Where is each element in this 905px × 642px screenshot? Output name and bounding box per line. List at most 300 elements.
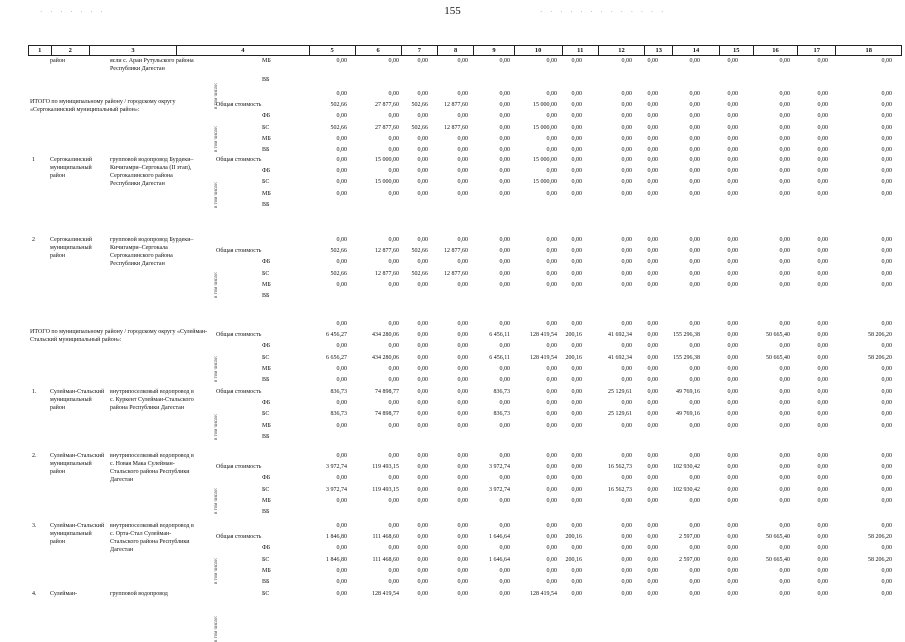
municipality-name: район [50, 58, 66, 64]
cell-value: 0,00 [621, 58, 632, 64]
cell-value: 0,00 [417, 411, 428, 418]
cell-value: 0,00 [647, 135, 658, 142]
total-cost-label: Общая стоимость [216, 102, 262, 109]
cell-value: 0,00 [571, 58, 582, 64]
cell-value: 0,00 [546, 523, 557, 529]
cell-value: 0,00 [621, 281, 632, 288]
cell-value: 0,00 [457, 113, 468, 120]
cell-value: 836,73 [330, 411, 347, 418]
cell-value: 0,00 [336, 321, 347, 327]
cell-value: 836,73 [493, 411, 510, 418]
header-col-5: 5 [310, 46, 356, 55]
cell-value: 0,00 [779, 270, 790, 277]
cell-value: 50 665,40 [766, 534, 790, 541]
cell-value: 0,00 [388, 545, 399, 552]
fund-code-БС: БС [262, 354, 270, 361]
fund-code-МБ: МБ [262, 281, 271, 288]
cell-value: 0,00 [499, 135, 510, 142]
cell-value: 0,00 [336, 475, 347, 482]
cell-value: 0,00 [779, 147, 790, 153]
cell-value: 0,00 [457, 475, 468, 482]
cell-value: 0,00 [727, 332, 738, 339]
cell-value: 0,00 [647, 168, 658, 175]
cell-value: 15 000,00 [533, 124, 557, 131]
cell-value: 0,00 [817, 237, 828, 243]
cell-value: 0,00 [779, 567, 790, 574]
cell-value: 0,00 [546, 58, 557, 64]
cell-value: 0,00 [388, 365, 399, 372]
cell-value: 74 898,77 [375, 389, 399, 395]
cell-value: 12 877,60 [375, 248, 399, 255]
cell-value: 119 493,15 [372, 486, 399, 493]
header-col-1: 1 [29, 46, 52, 55]
cell-value: 0,00 [417, 343, 428, 350]
cell-value: 0,00 [727, 556, 738, 563]
fund-code-БС: БС [262, 486, 270, 493]
cell-value: 0,00 [499, 567, 510, 574]
cell-value: 0,00 [817, 124, 828, 131]
cell-value: 0,00 [727, 579, 738, 585]
cell-value: 0,00 [388, 497, 399, 504]
cell-value: 15 000,00 [533, 102, 557, 109]
cell-value: 0,00 [779, 179, 790, 186]
cell-value: 0,00 [621, 237, 632, 243]
cell-value: 0,00 [727, 486, 738, 493]
cell-value: 0,00 [817, 475, 828, 482]
cell-value: 0,00 [881, 281, 892, 288]
cell-value: 0,00 [417, 332, 428, 339]
cell-value: 0,00 [727, 270, 738, 277]
cell-value: 0,00 [546, 556, 557, 563]
cell-value: 0,00 [647, 377, 658, 383]
cell-value: 0,00 [647, 157, 658, 163]
cell-value: 0,00 [336, 422, 347, 429]
cell-value: 27 877,60 [375, 124, 399, 131]
header-col-13: 13 [645, 46, 673, 55]
cell-value: 0,00 [336, 190, 347, 197]
cell-value: 0,00 [647, 259, 658, 266]
cell-value: 0,00 [499, 157, 510, 163]
cell-value: 0,00 [647, 147, 658, 153]
cell-value: 0,00 [727, 567, 738, 574]
cell-value: 0,00 [336, 523, 347, 529]
cell-value: 0,00 [689, 135, 700, 142]
cell-value: 0,00 [571, 147, 582, 153]
cell-value: 0,00 [457, 365, 468, 372]
cell-value: 0,00 [388, 91, 399, 97]
cell-value: 0,00 [779, 422, 790, 429]
cell-value: 0,00 [779, 281, 790, 288]
cell-value: 0,00 [336, 591, 347, 597]
cell-value: 0,00 [621, 534, 632, 541]
cell-value: 0,00 [779, 113, 790, 120]
cell-value: 0,00 [647, 411, 658, 418]
municipality-name: Сергокалинский муниципальный район [50, 157, 93, 179]
cell-value: 0,00 [689, 579, 700, 585]
cell-value: 16 562,73 [608, 486, 632, 493]
cell-value: 0,00 [689, 475, 700, 482]
fund-code-ФБ: ФБ [262, 259, 271, 266]
cell-value: 3 972,74 [489, 464, 510, 471]
fund-code-МБ: МБ [262, 58, 271, 64]
cell-value: 0,00 [336, 281, 347, 288]
vertical-label-in-that-number: в том числе: [214, 414, 219, 441]
cell-value: 1 646,64 [489, 556, 510, 563]
cell-value: 0,00 [689, 113, 700, 120]
cell-value: 0,00 [817, 270, 828, 277]
cell-value: 0,00 [388, 579, 399, 585]
cell-value: 0,00 [779, 157, 790, 163]
cell-value: 0,00 [417, 567, 428, 574]
cell-value: 0,00 [817, 464, 828, 471]
cell-value: 0,00 [647, 422, 658, 429]
vertical-label-in-that-number: в том числе: [214, 83, 219, 110]
cell-value: 502,66 [330, 102, 347, 109]
itogo-label: ИТОГО по муниципальному району / городскому округу «Сергокалинский муниципальный район»: [30, 99, 176, 113]
cell-value: 502,66 [411, 270, 428, 277]
cell-value: 0,00 [881, 248, 892, 255]
cell-value: 502,66 [330, 270, 347, 277]
cell-value: 0,00 [571, 464, 582, 471]
cell-value: 0,00 [546, 135, 557, 142]
header-col-2: 2 [52, 46, 90, 55]
cell-value: 0,00 [647, 486, 658, 493]
cell-value: 0,00 [779, 135, 790, 142]
cell-value: 0,00 [417, 190, 428, 197]
cell-value: 0,00 [689, 453, 700, 459]
scan-noise-left: · · · · · · · [40, 8, 106, 16]
cell-value: 0,00 [689, 321, 700, 327]
cell-value: 0,00 [546, 248, 557, 255]
cell-value: 0,00 [727, 545, 738, 552]
cell-value: 0,00 [779, 400, 790, 407]
cell-value: 0,00 [417, 453, 428, 459]
cell-value: 0,00 [689, 343, 700, 350]
cell-value: 0,00 [457, 168, 468, 175]
cell-value: 0,00 [571, 475, 582, 482]
cell-value: 0,00 [499, 475, 510, 482]
cell-value: 0,00 [817, 422, 828, 429]
cell-value: 0,00 [779, 343, 790, 350]
cell-value: 0,00 [817, 377, 828, 383]
cell-value: 0,00 [336, 113, 347, 120]
cell-value: 27 877,60 [375, 102, 399, 109]
row-number: 2. [32, 453, 37, 459]
cell-value: 0,00 [417, 523, 428, 529]
cell-value: 0,00 [817, 534, 828, 541]
object-name: внутрипоселковый водопровод в с. Орта-Стал Сулейман-Стальского района Республики Дагестан [110, 523, 194, 553]
cell-value: 0,00 [457, 147, 468, 153]
cell-value: 0,00 [689, 248, 700, 255]
cell-value: 0,00 [881, 135, 892, 142]
municipality-name: Сергокалинский муниципальный район [50, 237, 93, 259]
cell-value: 0,00 [621, 365, 632, 372]
cell-value: 0,00 [779, 475, 790, 482]
cell-value: 0,00 [817, 321, 828, 327]
cell-value: 0,00 [571, 102, 582, 109]
cell-value: 0,00 [621, 497, 632, 504]
cell-value: 0,00 [388, 400, 399, 407]
cell-value: 0,00 [571, 579, 582, 585]
cell-value: 0,00 [417, 91, 428, 97]
object-name: внутрипоселковый водопровод в с. Новая Мака Сулейман-Стальского района Республики Дагестан [110, 453, 194, 483]
cell-value: 41 692,34 [608, 354, 632, 361]
cell-value: 0,00 [779, 579, 790, 585]
cell-value: 0,00 [647, 534, 658, 541]
cell-value: 0,00 [647, 113, 658, 120]
cell-value: 0,00 [546, 579, 557, 585]
cell-value: 0,00 [727, 147, 738, 153]
cell-value: 0,00 [499, 270, 510, 277]
cell-value: 0,00 [546, 567, 557, 574]
cell-value: 200,16 [565, 556, 582, 563]
cell-value: 0,00 [881, 365, 892, 372]
cell-value: 0,00 [727, 168, 738, 175]
cell-value: 0,00 [881, 259, 892, 266]
cell-value: 0,00 [336, 497, 347, 504]
cell-value: 0,00 [457, 135, 468, 142]
cell-value: 0,00 [647, 579, 658, 585]
cell-value: 0,00 [727, 377, 738, 383]
cell-value: 6 656,27 [326, 354, 347, 361]
municipality-name: Сулейман-Стальский муниципальный район [50, 523, 105, 545]
cell-value: 0,00 [727, 411, 738, 418]
cell-value: 0,00 [621, 343, 632, 350]
header-col-8: 8 [438, 46, 474, 55]
fund-code-ВБ: ВБ [262, 509, 270, 515]
row-number: 2 [32, 237, 35, 243]
cell-value: 0,00 [457, 411, 468, 418]
cell-value: 200,16 [565, 354, 582, 361]
cell-value: 1 846,80 [326, 534, 347, 541]
fund-code-ФБ: ФБ [262, 545, 271, 552]
cell-value: 58 206,20 [868, 534, 892, 541]
cell-value: 0,00 [689, 422, 700, 429]
cell-value: 0,00 [457, 190, 468, 197]
cell-value: 0,00 [817, 91, 828, 97]
cell-value: 0,00 [647, 591, 658, 597]
cell-value: 0,00 [647, 332, 658, 339]
cell-value: 0,00 [817, 179, 828, 186]
cell-value: 0,00 [779, 453, 790, 459]
cell-value: 0,00 [647, 190, 658, 197]
cell-value: 0,00 [457, 259, 468, 266]
cell-value: 128 419,54 [530, 354, 557, 361]
cell-value: 0,00 [689, 190, 700, 197]
cell-value: 0,00 [647, 545, 658, 552]
cell-value: 0,00 [336, 259, 347, 266]
cell-value: 0,00 [499, 523, 510, 529]
cell-value: 0,00 [727, 248, 738, 255]
cell-value: 16 562,73 [608, 464, 632, 471]
cell-value: 155 296,38 [673, 332, 700, 339]
cell-value: 0,00 [336, 147, 347, 153]
cell-value: 0,00 [546, 168, 557, 175]
cell-value: 0,00 [571, 321, 582, 327]
total-cost-label: Общая стоимость [216, 534, 262, 541]
cell-value: 0,00 [571, 259, 582, 266]
cell-value: 0,00 [336, 400, 347, 407]
cell-value: 0,00 [647, 91, 658, 97]
cell-value: 0,00 [388, 343, 399, 350]
cell-value: 0,00 [499, 579, 510, 585]
cell-value: 0,00 [457, 343, 468, 350]
fund-code-ВБ: ВБ [262, 377, 270, 383]
object-name: групповой водопровод [110, 591, 168, 597]
fund-code-БС: БС [262, 270, 270, 277]
cell-value: 0,00 [621, 248, 632, 255]
header-col-16: 16 [754, 46, 798, 55]
cell-value: 0,00 [499, 168, 510, 175]
cell-value: 0,00 [647, 567, 658, 574]
cell-value: 200,16 [565, 332, 582, 339]
cell-value: 0,00 [621, 321, 632, 327]
cell-value: 0,00 [727, 523, 738, 529]
cell-value: 0,00 [727, 281, 738, 288]
cell-value: 200,16 [565, 534, 582, 541]
cell-value: 0,00 [689, 124, 700, 131]
cell-value: 0,00 [881, 400, 892, 407]
cell-value: 0,00 [336, 58, 347, 64]
cell-value: 0,00 [689, 545, 700, 552]
cell-value: 0,00 [336, 179, 347, 186]
cell-value: 0,00 [817, 354, 828, 361]
cell-value: 0,00 [621, 475, 632, 482]
cell-value: 0,00 [817, 579, 828, 585]
cell-value: 0,00 [727, 343, 738, 350]
cell-value: 0,00 [546, 475, 557, 482]
cell-value: 0,00 [571, 168, 582, 175]
cell-value: 0,00 [417, 389, 428, 395]
cell-value: 0,00 [881, 190, 892, 197]
fund-code-БС: БС [262, 556, 270, 563]
fund-code-МБ: МБ [262, 365, 271, 372]
cell-value: 0,00 [689, 591, 700, 597]
municipality-name: Сулейман-Стальский муниципальный район [50, 389, 105, 411]
cell-value: 0,00 [546, 281, 557, 288]
cell-value: 0,00 [417, 464, 428, 471]
object-name: ясли с. Араи Рутульского района Республики Дагестан [110, 58, 194, 72]
cell-value: 0,00 [647, 321, 658, 327]
cell-value: 0,00 [388, 58, 399, 64]
cell-value: 0,00 [817, 332, 828, 339]
cell-value: 0,00 [727, 464, 738, 471]
cell-value: 0,00 [457, 422, 468, 429]
cell-value: 0,00 [499, 190, 510, 197]
header-col-12: 12 [599, 46, 645, 55]
cell-value: 25 129,61 [608, 389, 632, 395]
cell-value: 0,00 [336, 453, 347, 459]
cell-value: 0,00 [779, 545, 790, 552]
fund-code-ВБ: ВБ [262, 77, 270, 84]
cell-value: 0,00 [779, 464, 790, 471]
cell-value: 0,00 [621, 190, 632, 197]
cell-value: 0,00 [647, 237, 658, 243]
cell-value: 0,00 [417, 58, 428, 64]
cell-value: 0,00 [546, 486, 557, 493]
cell-value: 0,00 [571, 135, 582, 142]
header-col-9: 9 [474, 46, 514, 55]
cell-value: 0,00 [881, 453, 892, 459]
cell-value: 0,00 [388, 281, 399, 288]
cell-value: 0,00 [727, 497, 738, 504]
cell-value: 0,00 [417, 157, 428, 163]
cell-value: 0,00 [457, 58, 468, 64]
cell-value: 0,00 [499, 343, 510, 350]
cell-value: 0,00 [817, 486, 828, 493]
cell-value: 0,00 [689, 237, 700, 243]
cell-value: 0,00 [689, 400, 700, 407]
cell-value: 0,00 [499, 91, 510, 97]
cell-value: 0,00 [817, 523, 828, 529]
cell-value: 0,00 [417, 475, 428, 482]
cell-value: 0,00 [571, 91, 582, 97]
cell-value: 0,00 [336, 168, 347, 175]
cell-value: 0,00 [457, 453, 468, 459]
cell-value: 0,00 [621, 147, 632, 153]
cell-value: 0,00 [457, 534, 468, 541]
cell-value: 0,00 [388, 259, 399, 266]
cell-value: 0,00 [647, 343, 658, 350]
cell-value: 0,00 [881, 475, 892, 482]
cell-value: 0,00 [727, 422, 738, 429]
cell-value: 0,00 [647, 58, 658, 64]
cell-value: 0,00 [779, 248, 790, 255]
cell-value: 0,00 [621, 453, 632, 459]
cell-value: 0,00 [881, 422, 892, 429]
cell-value: 502,66 [411, 124, 428, 131]
cell-value: 0,00 [621, 270, 632, 277]
cell-value: 0,00 [621, 113, 632, 120]
cell-value: 0,00 [647, 365, 658, 372]
page-number: 155 [444, 5, 461, 17]
cell-value: 0,00 [388, 453, 399, 459]
cell-value: 0,00 [499, 179, 510, 186]
cell-value: 0,00 [647, 281, 658, 288]
fund-code-БС: БС [262, 411, 270, 418]
cell-value: 0,00 [457, 556, 468, 563]
cell-value: 0,00 [499, 591, 510, 597]
cell-value: 0,00 [647, 497, 658, 504]
cell-value: 0,00 [336, 237, 347, 243]
cell-value: 0,00 [779, 377, 790, 383]
fund-code-ВБ: ВБ [262, 579, 270, 585]
total-cost-label: Общая стоимость [216, 157, 262, 163]
cell-value: 0,00 [417, 237, 428, 243]
cell-value: 0,00 [817, 281, 828, 288]
cell-value: 0,00 [417, 281, 428, 288]
cell-value: 0,00 [727, 389, 738, 395]
cell-value: 0,00 [779, 321, 790, 327]
cell-value: 0,00 [779, 58, 790, 64]
cell-value: 0,00 [417, 321, 428, 327]
cell-value: 0,00 [881, 411, 892, 418]
cell-value: 0,00 [546, 343, 557, 350]
cell-value: 0,00 [817, 113, 828, 120]
cell-value: 0,00 [779, 237, 790, 243]
cell-value: 0,00 [457, 464, 468, 471]
cell-value: 0,00 [499, 545, 510, 552]
cell-value: 0,00 [457, 591, 468, 597]
cell-value: 502,66 [330, 248, 347, 255]
cell-value: 0,00 [546, 377, 557, 383]
cell-value: 0,00 [727, 157, 738, 163]
cell-value: 12 877,60 [444, 102, 468, 109]
vertical-label-in-that-number: в том числе: [214, 356, 219, 383]
cell-value: 0,00 [499, 124, 510, 131]
cell-value: 0,00 [499, 248, 510, 255]
cell-value: 0,00 [779, 365, 790, 372]
